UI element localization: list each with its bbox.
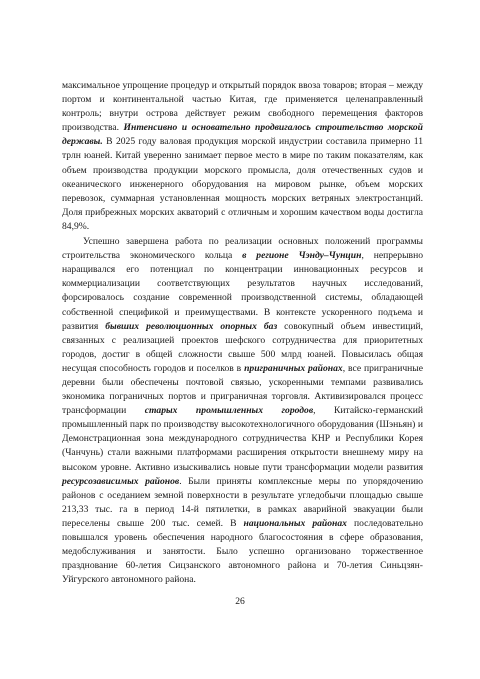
emphasized-text: Интенсивно и основательно продвигалось строительство морской державы. — [62, 122, 423, 148]
emphasized-text: национальных районах — [243, 517, 347, 529]
text-run: Успешно завершена работа по реализации основных положений программы строительства экономического кольца — [62, 236, 423, 262]
text-run: , все приграничные деревни были обеспечены почтовой связью, ускоренными темпами развивались экономика пограничных портов и приграничная торговля. Активизировался процесс трансформации — [62, 362, 423, 417]
text-run: , непрерывно наращивался его потенциал по концентрации инновационных ресурсов и коммерциализации соответствующих результатов научных исследований, форсировалось создание современной производственной системы, обладающей собственной спецификой и преимуществами. В контексте ускоренного подъема и развития — [62, 250, 423, 332]
text-run: , Китайско-германский промышленный парк по производству высокотехнологичного оборудования (Шэньян) и Демонстрационная зона международного сотрудничества КНР и Республики Корея (Чанчунь) стали важными платформами расширения открытости внешнему миру на высоком уровне. Активно изыскивались новые пути трансформации модели развития — [62, 405, 423, 473]
text-run: последовательно повышался уровень обеспечения народного благосостояния в сфере образования, медобслуживания и занятости. Было успешно организовано торжественное празднование 60-летия Сицзанского автономного района и 70-летия Синьцзян-Уйгурского автономного района. — [62, 517, 423, 586]
paragraph — [62, 235, 423, 587]
page-number: 26 — [235, 596, 245, 607]
emphasized-text: ресурсозависимых районов — [62, 475, 180, 487]
text-run: совокупный объем инвестиций, связанных с реализацией проектов шефского сотрудничества для приоритетных городов, достиг в общей сложности свыше 500 млрд юаней. Повысилась общая несущая способность городов и поселков в — [62, 320, 423, 374]
text-run: максимальное упрощение процедур и открытый порядок ввоза товаров; вторая – между портом и континентальной частью Китая, где применяется целенаправленный контроль; внутри острова действует режим свободного перемещения факторов производства. — [62, 80, 423, 134]
emphasized-text: в регионе Чэнду–Чунцин — [242, 250, 362, 262]
emphasized-text: старых промышленных городов — [144, 405, 314, 417]
text-run: . Были приняты комплексные меры по упорядочению районов с оседанием земной поверхности в результате угледобычи площадью свыше 213,33 тыс. га в период 14-й пятилетки, в рамках аварийной эвакуации были переселены свыше 200 тыс. семей. В — [62, 475, 423, 529]
paragraph — [62, 79, 423, 234]
emphasized-text: бывших революционных опорных баз — [105, 320, 278, 332]
text-run: В 2025 году валовая продукция морской индустрии составила примерно 11 трлн юаней. Китай уверенно занимает первое место в мире по таким показателям, как объем производства продукции морского промысла, доля отечественных судов и океанического инженерного оборудования на мировом рынке, объем морских перевозок, суммарная установленная мощность морских ветряных электростанций. Доля прибрежных морских акваторий с отличным и хорошим качеством воды достигла 84,9%. — [62, 136, 423, 232]
emphasized-text: приграничных районах — [244, 362, 343, 374]
document-body — [62, 79, 423, 587]
